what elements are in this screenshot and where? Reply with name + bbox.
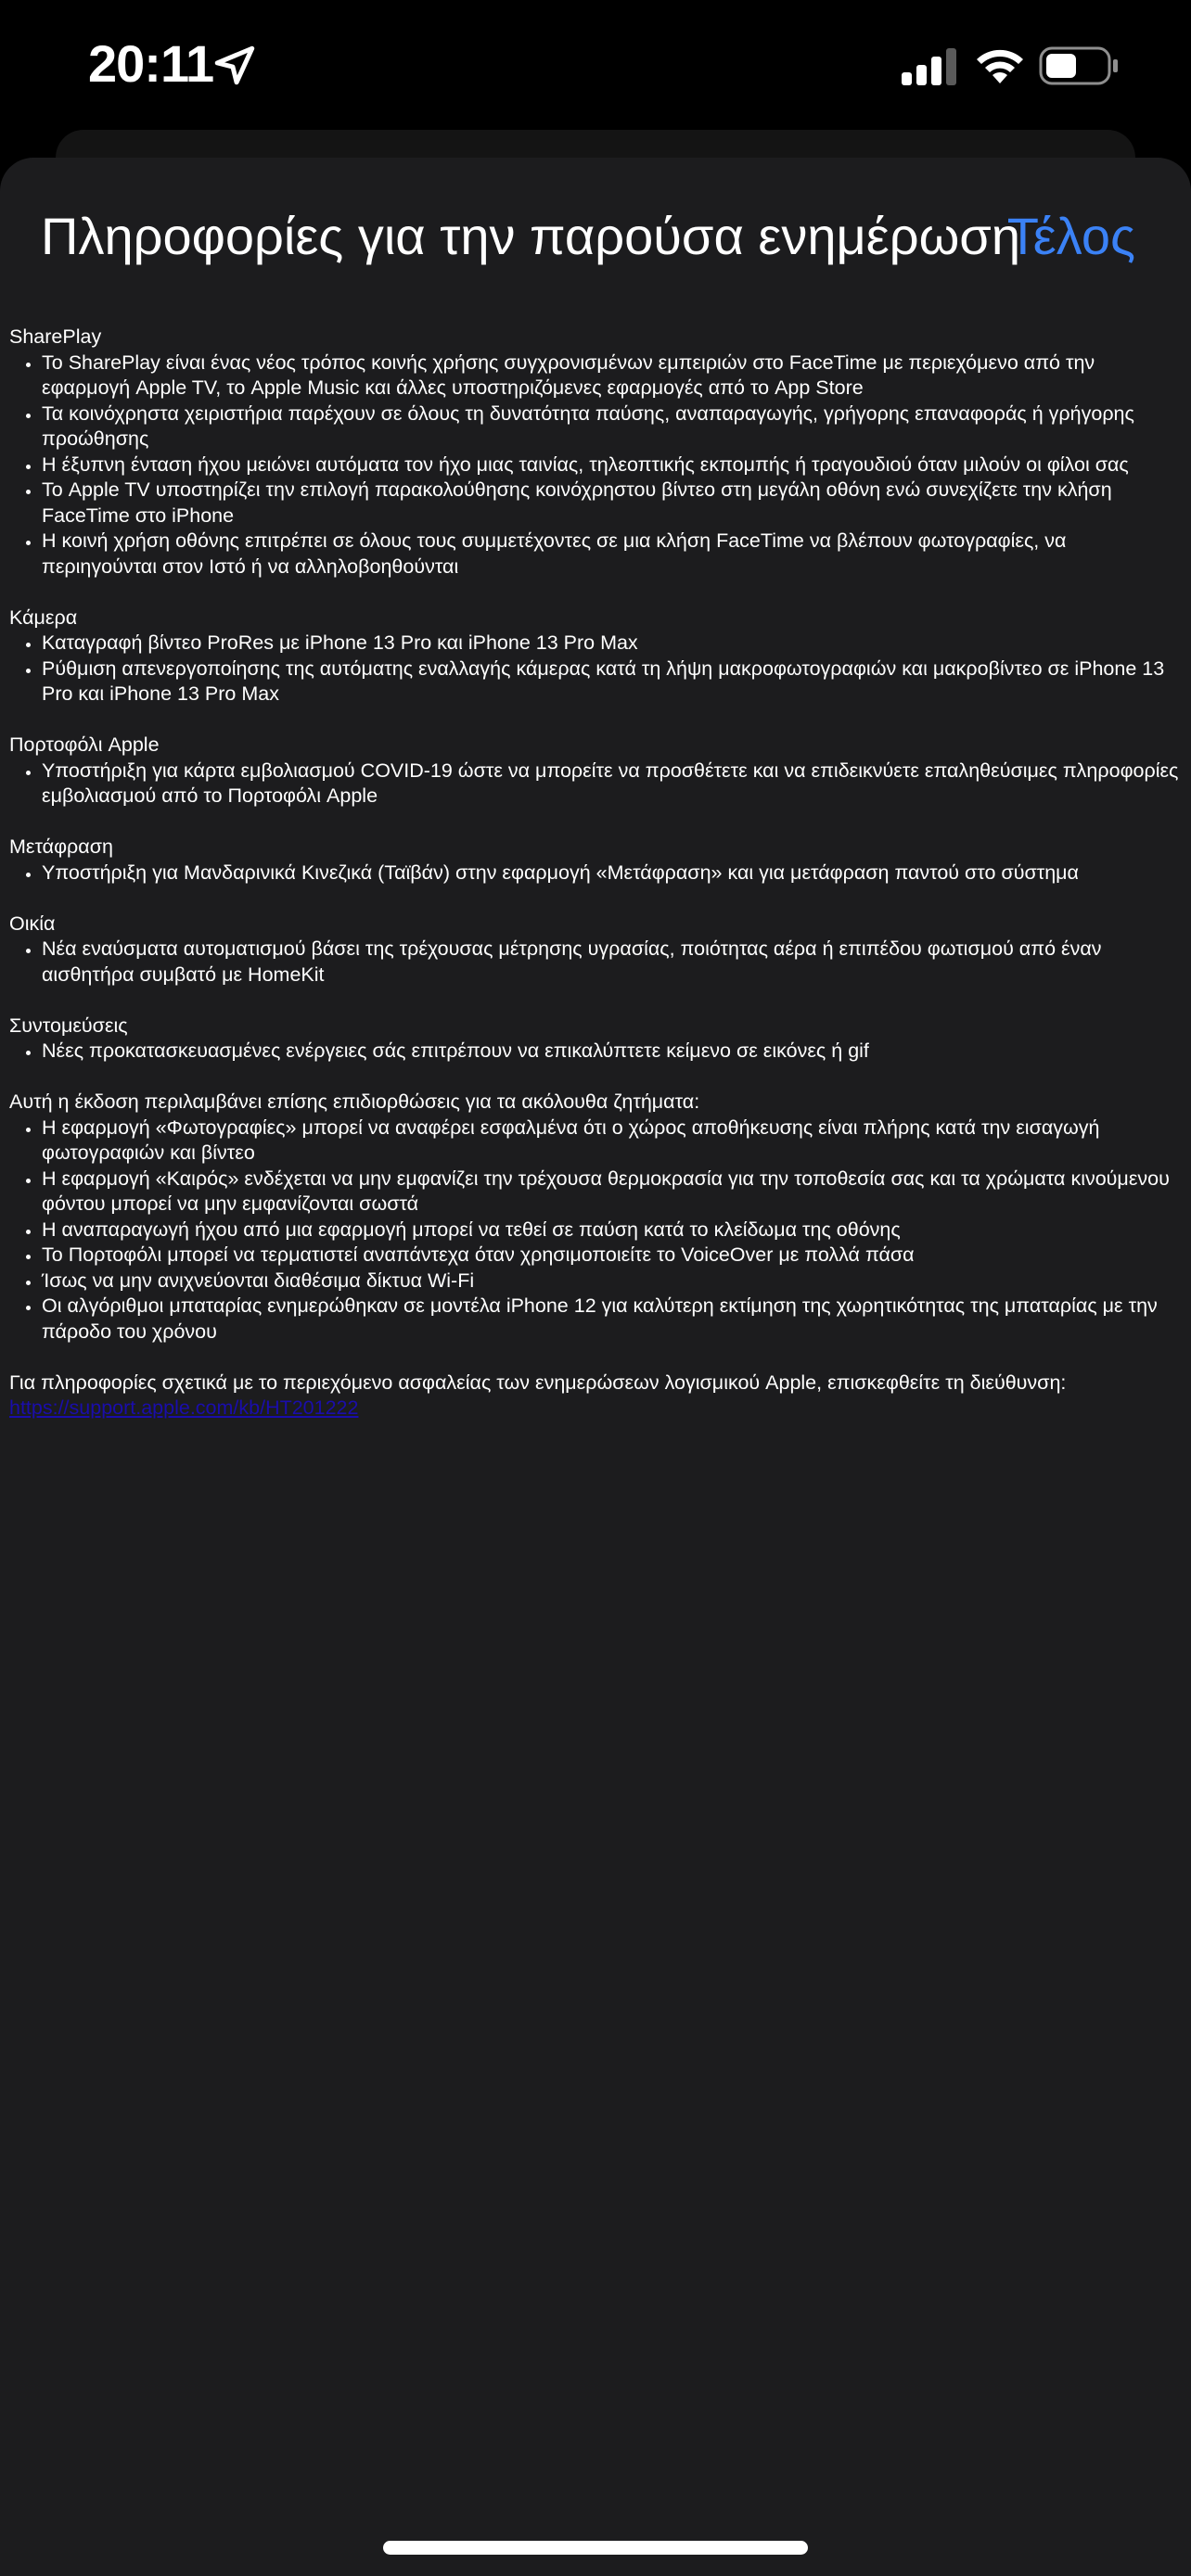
security-info-link[interactable]: https://support.apple.com/kb/HT201222	[9, 1396, 359, 1419]
list-item: • Υποστήριξη για Μανδαρινικά Κινεζικά (Ταϊβάν) στην εφαρμογή «Μετάφραση» και για μετάφραση παντού στο σύστημα	[42, 861, 1182, 886]
section-title: Κάμερα	[9, 606, 78, 629]
section-wallet	[9, 733, 1182, 810]
list-item: • Υποστήριξη για κάρτα εμβολιασμού COVID-19 ώστε να μπορείτε να προσθέτετε και να επιδεικνύετε επαληθεύσιμες πληροφορίες εμβολιασμού από το Πορτοφόλι Apple	[42, 759, 1182, 810]
list-item: • Το Πορτοφόλι μπορεί να τερματιστεί αναπάντεχα όταν χρησιμοποιείτε το VoiceOver με πολλά πάσα	[42, 1243, 1182, 1269]
section-title: Μετάφραση	[9, 835, 113, 858]
update-info-sheet	[0, 158, 1191, 2576]
list-item: • Νέα εναύσματα αυτοματισμού βάσει της τρέχουσας μέτρησης υγρασίας, ποιότητας αέρα ή επιπέδου φωτισμού από έναν αισθητήρα συμβατό με HomeKit	[42, 937, 1182, 988]
bullet-list	[9, 631, 1182, 708]
bullet-list	[9, 937, 1182, 988]
status-bar	[0, 0, 1191, 130]
list-item: • Η κοινή χρήση οθόνης επιτρέπει σε όλους τους συμμετέχοντες σε μια κλήση FaceTime να βλέπουν φωτογραφίες, να περιηγούνται στον Ιστό ή να αλληλοβοηθούνται	[42, 529, 1182, 580]
section-title: Συντομεύσεις	[9, 1014, 128, 1037]
page-title: Πληροφορίες για την παρούσα ενημέρωση	[41, 207, 1021, 265]
release-notes	[9, 325, 1182, 1447]
section-translate	[9, 835, 1182, 886]
section-home	[9, 912, 1182, 988]
section-shareplay	[9, 325, 1182, 580]
list-item: • Η αναπαραγωγή ήχου από μια εφαρμογή μπορεί να τεθεί σε παύση κατά το κλείδωμα της οθόνης	[42, 1218, 1182, 1243]
bullet-list	[9, 1116, 1182, 1345]
list-item: • Ίσως να μην ανιχνεύονται διαθέσιμα δίκτυα Wi-Fi	[42, 1269, 1182, 1294]
list-item: • Το SharePlay είναι ένας νέος τρόπος κοινής χρήσης συγχρονισμένων εμπειριών στο FaceTime με περιεχόμενο από την εφαρμογή Apple TV, το Apple Music και άλλες υποστηριζόμενες εφαρμογές από το App Store	[42, 351, 1182, 402]
bullet-list	[9, 351, 1182, 580]
list-item: • Τα κοινόχρηστα χειριστήρια παρέχουν σε όλους τη δυνατότητα παύσης, αναπαραγωγής, γρήγορης επαναφοράς ή γρήγορης προώθησης	[42, 402, 1182, 453]
battery-icon	[1039, 46, 1119, 85]
bullet-list	[9, 861, 1182, 886]
list-item: • Η έξυπνη ένταση ήχου μειώνει αυτόματα τον ήχο μιας ταινίας, τηλεοπτικής εκπομπής ή τραγουδιού όταν μιλούν οι φίλοι σας	[42, 453, 1182, 478]
list-item: • Ρύθμιση απενεργοποίησης της αυτόματης εναλλαγής κάμερας κατά τη λήψη μακροφωτογραφιών και μακροβίντεο σε iPhone 13 Pro και iPhone 13 Pro Max	[42, 657, 1182, 708]
section-title: Οικία	[9, 912, 56, 935]
section-title: SharePlay	[9, 325, 102, 348]
done-button[interactable]: Τέλος	[1006, 207, 1135, 265]
cellular-signal-icon	[902, 48, 957, 85]
list-item: • Καταγραφή βίντεο ProRes με iPhone 13 Pro και iPhone 13 Pro Max	[42, 631, 1182, 657]
section-shortcuts	[9, 1014, 1182, 1065]
home-indicator[interactable]	[383, 2541, 808, 2555]
wifi-icon	[974, 45, 1026, 85]
status-time: 20:11	[88, 34, 214, 93]
bullet-list	[9, 1039, 1182, 1065]
bullet-list	[9, 759, 1182, 810]
list-item: • Η εφαρμογή «Καιρός» ενδέχεται να μην εμφανίζει την τρέχουσα θερμοκρασία για την τοποθεσία σας και τα χρώματα κινούμενου φόντου μπορεί να μην εμφανίζονται σωστά	[42, 1167, 1182, 1218]
list-item: • Το Apple TV υποστηρίζει την επιλογή παρακολούθησης κοινόχρηστου βίντεο στη μεγάλη οθόνη ενώ συνεχίζετε την κλήση FaceTime στο iPhone	[42, 478, 1182, 529]
list-item: • Οι αλγόριθμοι μπαταρίας ενημερώθηκαν σε μοντέλα iPhone 12 για καλύτερη εκτίμηση της χωρητικότητας της μπαταρίας με την πάροδο του χρόνου	[42, 1294, 1182, 1345]
location-arrow-icon	[211, 43, 258, 89]
list-item: • Νέες προκατασκευασμένες ενέργειες σάς επιτρέπουν να επικαλύπτετε κείμενο σε εικόνες ή gif	[42, 1039, 1182, 1065]
list-item: • Η εφαρμογή «Φωτογραφίες» μπορεί να αναφέρει εσφαλμένα ότι ο χώρος αποθήκευσης είναι πλήρης κατά την εισαγωγή φωτογραφιών και βίντεο	[42, 1116, 1182, 1167]
section-camera	[9, 606, 1182, 708]
security-info-text: Για πληροφορίες σχετικά με το περιεχόμενο ασφαλείας των ενημερώσεων λογισμικού Apple, επισκεφθείτε τη διεύθυνση:	[9, 1371, 1067, 1394]
section-title: Πορτοφόλι Apple	[9, 733, 160, 756]
section-bug-fixes	[9, 1090, 1182, 1345]
section-security-footer	[9, 1371, 1182, 1422]
section-title: Αυτή η έκδοση περιλαμβάνει επίσης επιδιορθώσεις για τα ακόλουθα ζητήματα:	[9, 1090, 700, 1113]
